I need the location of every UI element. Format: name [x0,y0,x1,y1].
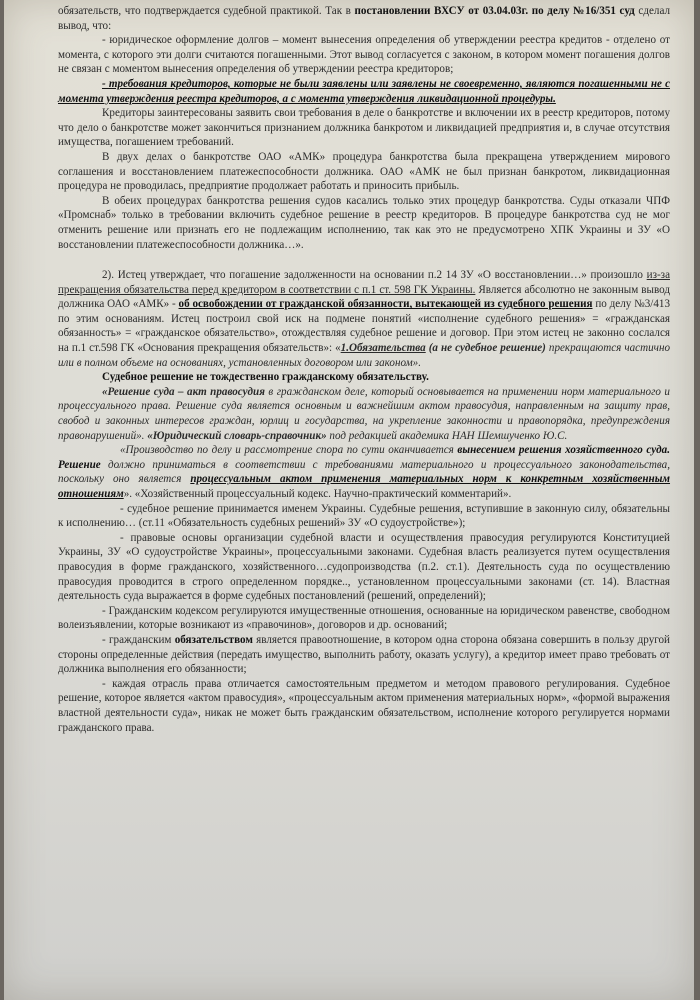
paragraph-civil-code: - Гражданским кодексом регулируются имущественные отношения, основанные на юридическом равенстве, свободном волеизъявлении, которые возникают из «правочинов», договоров и др. оснований; [58,604,670,632]
section-heading: Судебное решение не тождественно гражданскому обязательству. [102,371,429,384]
paragraph-both-procedures: В обеих процедурах банкротства решения судов касались только этих процедур банкротства. Суды отказали ЧПФ «Промснаб» только в требовании включить судебное решение в реестр кредиторов. В процедуре банкротства суд не мог отменить решение или признать его не подлежащим исполнению, так как это не предусмотрено ХПК Украины и ЗУ «О восстановлении платежеспособности должника…». [58,194,670,251]
court-ruling-reference: постановлении ВХСУ от 03.04.03г. по делу №16/351 суд [354,5,635,17]
paragraph-court-decision-definition: «Решение суда – акт правосудия в гражданском деле, который основывается на применении норм материального и процессуального права. Решение суда является основным и важнейшим актом правосудия, направленным на защиту прав, свобод и законных интересов граждан, юрлиц и государства, на укрепление законности и правопорядка, предупреждения правонарушений». «Юридический словарь-справочник» под редакцией академика НАН Шемшученко Ю.С. [58,385,670,442]
paragraph-claim-2: 2). Истец утверждает, что погашение задолженности на основании п.2 14 ЗУ «О восстановлении…» произошло из-за прекращения обязательства перед кредитором в соответствии с п.1 ст. 598 ГК Украины. Является абсолютно не законным вывод должника ОАО «АМК» - об освобождении от гражданской обязанности, вытекающей из судебного решения по делу №3/413 по этим основаниям. Истец построил свой иск на подмене понятий «исполнение судебного решения» = «гражданская обязанность» = «гражданское обязательство», отождествляя судебное решение и договор. При этом истец не законно сослался на п.1 ст.598 ГК «Основания прекращения обязательств»: «1.Обязательства (а не судебное решение) прекращаются частично или в полном объеме на основаниях, установленных договором или законом». [58,269,671,369]
paragraph-intro: обязательств, что подтверждается судебной практикой. Так в постановлении ВХСУ от 03.04.03г. по делу №16/351 суд сделал вывод, что: [58,5,670,32]
spacer [58,252,670,268]
paragraph-creditor-claims: - требования кредиторов, которые не были заявлены или заявлены не своевременно, являются погашенными не с момента утверждения реестра кредиторов, а с момента утверждения ликвидационной процедуры. [58,77,670,105]
paragraph-civil-obligation: - гражданским обязательством является правоотношение, в котором одна сторона обязана совершить в пользу другой стороны определенные действия (передать имущество, выполнить работу, оказать услугу), а кредитор имеет право требовать от должника выполнения его обязанности; [58,633,670,676]
paragraph-legal-basis: - правовые основы организации судебной власти и осуществления правосудия регулируются Конституцией Украины, ЗУ «О судоустройстве Украины», процессуальными законами. Судебная власть реализуется путем осуществления правосудия в форме гражданского, хозяйственного…судопроизводства (п.2. ст.1). Деятельность суда по осуществлению правосудия проводится в строго определенном порядке.., установленном процессуальными законами (ст. 14). Властная деятельность суда выражается в форме судебных постановлений (решений, определений); [58,531,670,603]
paragraph-debt-formalization: - юридическое оформление долгов – момент вынесения определения об утверждении реестра кредитов - отделено от момента, с которого эти долги считаются погашенными. Этот вывод согласуется с законом, в котором момент погашения долгов не связан с моментом вынесения определения об утверждении реестра кредиторов; [58,34,670,76]
paragraph-creditors-interest: Кредиторы заинтересованы заявить свои требования в деле о банкротстве и включении их в реестр кредиторов, потому что дело о банкротстве может закончиться признанием должника банкротом и ликвидацией предприятия и, в случае отсутствия имущества, погашением требований. [58,107,670,149]
document-body [58,4,670,735]
paragraph-two-cases: В двух делах о банкротстве ОАО «АМК» процедура банкротства была прекращена утверждением мирового соглашения и восстановлением платежеспособности должника. ОАО «АМК не был признан банкротом, ликвидационная процедура не проводилась, предприятие продолжает работать и приносить прибыль. [58,150,670,193]
paragraph-proceedings: «Производство по делу и рассмотрение спора по сути оканчивается вынесением решения хозяйственного суда. Решение должно приниматься в соответствии с требованиями материального и процессуального законодательства, поскольку оно является процессуальным актом применения материальных норм к конкретным хозяйственным отношениям». «Хозяйственный процессуальный кодекс. Научно-практический комментарий». [58,444,671,500]
paragraph-branch-of-law: - каждая отрасль права отличается самостоятельным предметом и методом правового регулирования. Судебное решение, которое является «актом правосудия», «процессуальным актом применения материальных норм», «формой выражения властной деятельности суда», никак не может быть гражданским обязательством, исполнение которого регулируется нормами гражданского права. [58,677,670,734]
paragraph-decision-ukraine: - судебное решение принимается именем Украины. Судебные решения, вступившие в законную силу, обязательны к исполнению… (ст.11 «Обязательность судебных решений» ЗУ «О судоустройстве»); [58,502,670,530]
document-page [4,0,694,1000]
